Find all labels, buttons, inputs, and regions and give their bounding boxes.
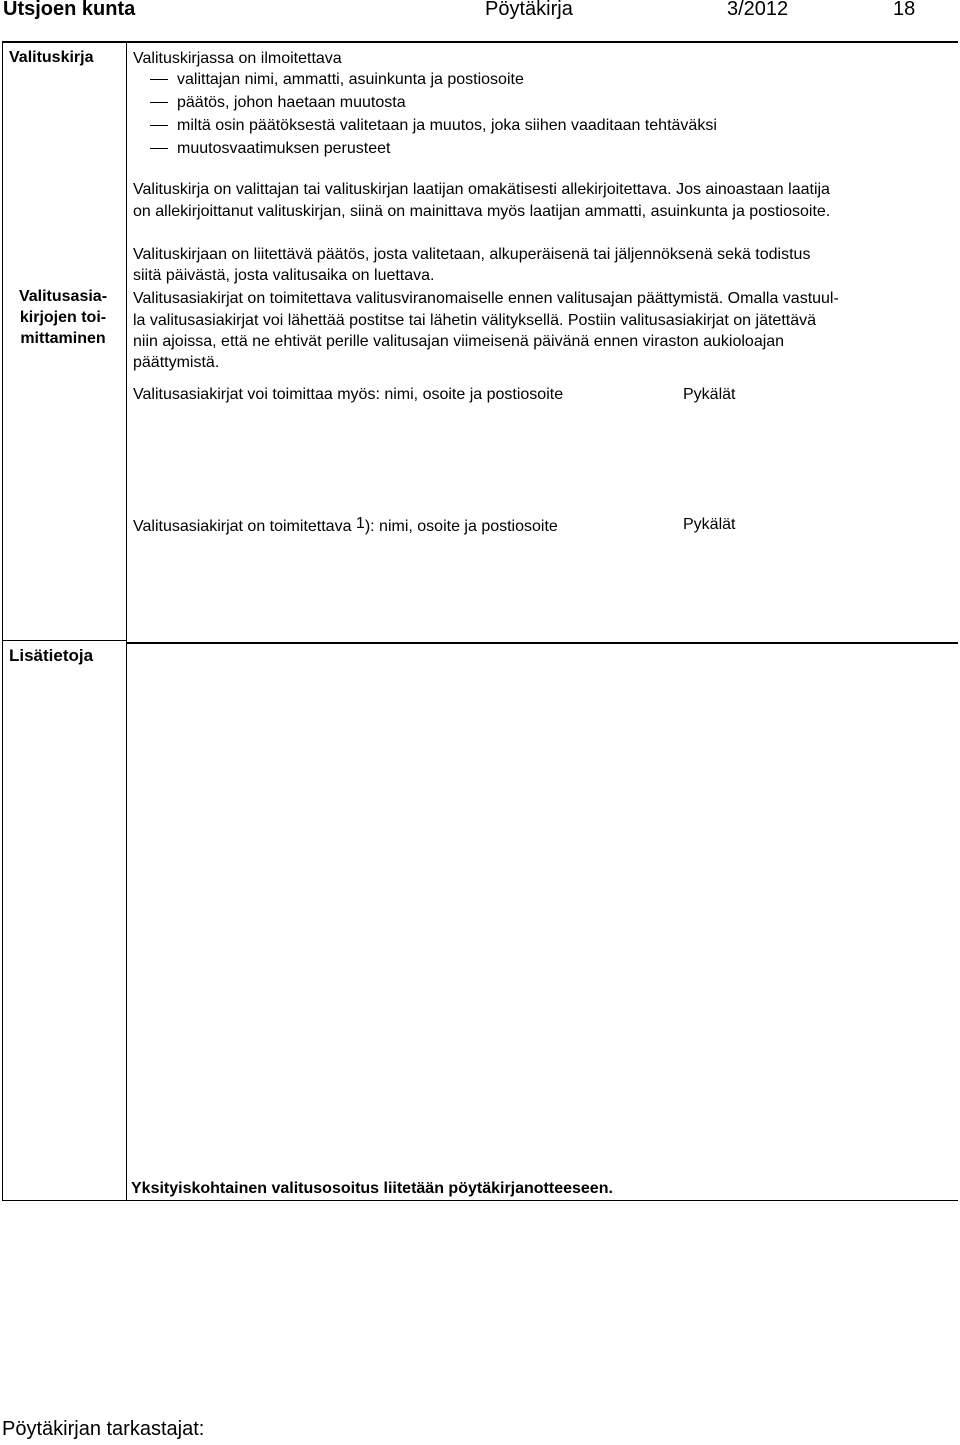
list-item: päätös, johon haetaan muutosta	[150, 92, 406, 113]
dash-icon	[150, 125, 168, 126]
table-bottom-border	[2, 1200, 958, 1201]
document-number: 3/2012	[727, 0, 789, 20]
signature-requirement-line1: Valituskirja on valittajan tai valituskirjan laatijan omakätisesti allekirjoitettava. Jos ainoastaan laatija	[133, 181, 830, 198]
inspectors-label: Pöytäkirjan tarkastajat:	[2, 1418, 205, 1440]
alternative-recipient-pykalat: Pykälät	[683, 386, 736, 403]
list-item: miltä osin päätöksestä valitetaan ja muutos, joka siihen vaaditaan tehtäväksi	[150, 115, 717, 136]
valituskirja-intro: Valituskirjassa on ilmoitettava	[133, 50, 342, 67]
lisatietoja-label: Lisätietoja	[9, 646, 94, 665]
attachment-line2: siitä päivästä, josta valitusaika on luettava.	[133, 267, 435, 284]
attachment-line1: Valituskirjaan on liitettävä päätös, josta valitetaan, alkuperäisenä tai jäljennöksenä sekä todistus	[133, 246, 811, 263]
recipient-pykalat: Pykälät	[683, 516, 736, 533]
detailed-appeal-note: Yksityiskohtainen valitusosoitus liitetään pöytäkirjanotteeseen.	[131, 1180, 613, 1197]
lisatietoja-divider-right	[127, 642, 958, 644]
alternative-recipient-text: Valitusasiakirjat voi toimittaa myös: nimi, osoite ja postiosoite	[133, 386, 564, 403]
column-divider	[126, 41, 127, 1201]
table-top-border	[2, 41, 958, 43]
list-item: valittajan nimi, ammatti, asuinkunta ja postiosoite	[150, 69, 524, 90]
dash-icon	[150, 79, 168, 80]
table-left-border	[2, 41, 3, 1201]
recipient-text: Valitusasiakirjat on toimitettava $^1$): nimi, osoite ja postiosoite	[133, 515, 558, 535]
document-type: Pöytäkirja	[485, 0, 573, 20]
dash-icon	[150, 148, 168, 149]
page-number: 18	[893, 0, 916, 20]
toimittaminen-label: Valitusasia- kirjojen toi- mittaminen	[18, 288, 108, 347]
delivery-line3: niin ajoissa, että ne ehtivät perille valitusajan viimeisenä päivänä ennen viraston aukioloajan	[133, 333, 785, 350]
delivery-line4: päättymistä.	[133, 354, 220, 371]
dash-icon	[150, 102, 168, 103]
valituskirja-label: Valituskirja	[9, 49, 94, 66]
delivery-line1: Valitusasiakirjat on toimitettava valitusviranomaiselle ennen valitusajan päättymistä. Omalla vastuul-	[133, 290, 839, 307]
lisatietoja-divider	[2, 640, 126, 641]
footnote-marker: 1	[355, 515, 365, 532]
delivery-line2: la valitusasiakirjat voi lähettää postitse tai lähetin välityksellä. Postiin valitusasiakirjat on jätettävä	[133, 312, 817, 329]
signature-requirement-line2: on allekirjoittanut valituskirjan, siinä on mainittava myös laatijan ammatti, asuinkunta ja postiosoite.	[133, 203, 831, 220]
municipality-name: Utsjoen kunta	[3, 0, 136, 20]
list-item: muutosvaatimuksen perusteet	[150, 138, 390, 159]
